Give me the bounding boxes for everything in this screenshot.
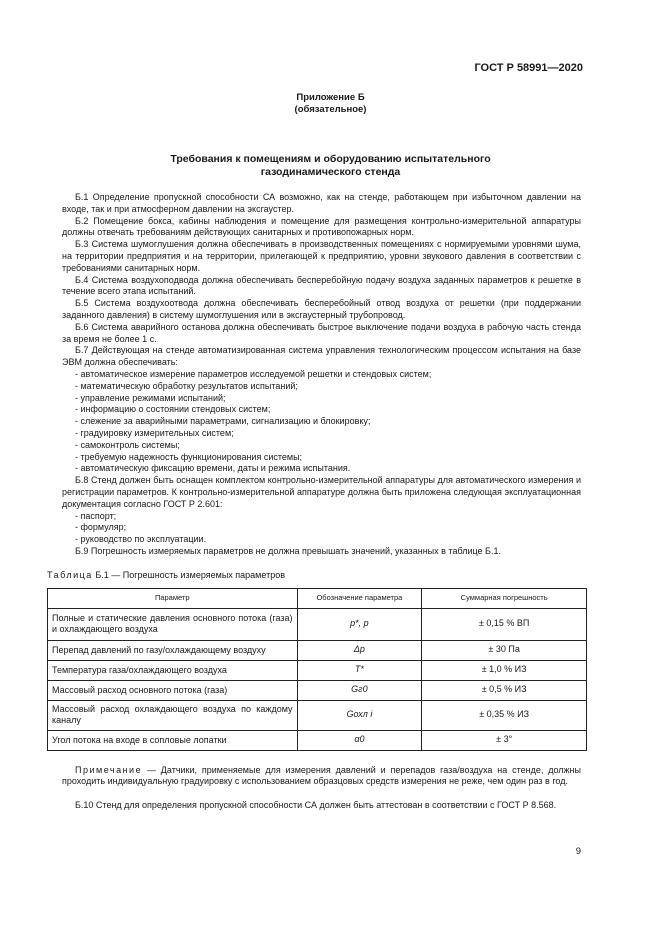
cell-symbol: p*, p xyxy=(297,608,422,640)
table-row xyxy=(48,660,587,680)
cell-symbol: Gохл i xyxy=(297,700,422,730)
paragraph-b8: Б.8 Стенд должен быть оснащен комплектом контрольно-измерительной аппаратуры для автоматического измерения и регистрации параметров. К контрольно-измерительной аппаратуре должна быть приложена следующая эксплуатационная документация согласно ГОСТ Р 2.601: xyxy=(62,475,581,509)
cell-parameter: Массовый расход основного потока (газа) xyxy=(48,680,298,700)
table-header-row xyxy=(48,588,587,608)
paragraph-b3: Б.3 Система шумоглушения должна обеспечивать в производственных помещениях с нормируемыми уровнями шума, на территории предприятия и на территории, прилегающей к предприятию, уровни звукового давления в соответствии с требованиями санитарных норм. xyxy=(62,239,581,273)
section-title-line2: газодинамического стенда xyxy=(260,166,401,178)
paragraph-b4: Б.4 Система воздухоподвода должна обеспечивать бесперебойную подачу воздуха заданных параметров к решетке в течение всего этапа испытаний. xyxy=(62,274,581,297)
header-parameter: Параметр xyxy=(48,588,298,608)
table-note xyxy=(62,765,581,789)
table-row xyxy=(48,608,587,640)
note-text: — Датчики, применяемые для измерения давлений и перепадов газа/воздуха на стенде, должны проходить индивидуальную градуировку с использованием образцовых средств измерения не реже, чем один раз в год. xyxy=(62,764,581,787)
cell-error: ± 3° xyxy=(422,730,587,750)
paragraph-b6: Б.6 Система аварийного останова должна обеспечивать быстрое выключение подачи воздуха в рабочую часть стенда за время не более 1 с. xyxy=(62,321,581,344)
b8-list xyxy=(62,511,581,546)
paragraph-b2: Б.2 Помещение бокса, кабины наблюдения и помещение для размещения контрольно-измерительной аппаратуры должны отвечать требованиям действующих санитарных и противопожарных норм. xyxy=(62,215,581,238)
cell-error: ± 0,35 % ИЗ xyxy=(422,700,587,730)
cell-parameter: Массовый расход охлаждающего воздуха по каждому каналу xyxy=(48,700,298,730)
list-item: - математическую обработку результатов испытаний; xyxy=(75,380,298,391)
table-row xyxy=(48,730,587,750)
paragraph-b10: Б.10 Стенд для определения пропускной способности СА должен быть аттестован в соответствии с ГОСТ Р 8.568. xyxy=(75,800,557,811)
list-item: - слежение за аварийными параметрами, сигнализацию и блокировку; xyxy=(75,416,371,427)
note-label: Примечание xyxy=(75,764,143,775)
paragraph-b9: Б.9 Погрешность измеряемых параметров не должна превышать значений, указанных в таблице Б.1. xyxy=(75,545,501,556)
list-item: - автоматическое измерение параметров исследуемой решетки и стендовых систем; xyxy=(75,368,432,379)
page-number: 9 xyxy=(575,846,581,857)
section-title-line1: Требования к помещениям и оборудованию испытательного xyxy=(170,153,491,165)
table-row xyxy=(48,640,587,660)
table-row xyxy=(48,700,587,730)
cell-parameter: Температура газа/охлаждающего воздуха xyxy=(48,660,298,680)
document-body xyxy=(47,192,581,821)
list-item: - формуляр; xyxy=(75,522,127,533)
header-error: Суммарная погрешность xyxy=(422,588,587,608)
list-item: - паспорт; xyxy=(75,510,117,521)
header-symbol: Обозначение параметра xyxy=(297,588,422,608)
list-item: - информацию о состоянии стендовых систем; xyxy=(75,404,271,415)
cell-parameter: Угол потока на входе в сопловые лопатки xyxy=(48,730,298,750)
cell-error: ± 0,15 % ВП xyxy=(422,608,587,640)
table-caption xyxy=(47,570,581,582)
list-item: - самоконтроль системы; xyxy=(75,439,180,450)
standard-number: ГОСТ Р 58991—2020 xyxy=(474,62,583,74)
table-row xyxy=(48,680,587,700)
paragraph-b5: Б.5 Система воздухоотвода должна обеспечивать бесперебойный отвод воздуха от решетки (при поддержании заданного давления) в систему шумоглушения или в эксгаустерный трубопровод. xyxy=(62,298,581,320)
b7-list xyxy=(62,369,581,475)
paragraph-b7: Б.7 Действующая на стенде автоматизированная система управления технологическим процессом испытания на базе ЭВМ должна обеспечивать: xyxy=(62,345,581,368)
appendix-heading xyxy=(0,92,661,116)
list-item: - управление режимами испытаний; xyxy=(75,392,226,403)
appendix-status: (обязательное) xyxy=(294,104,367,115)
section-title xyxy=(60,153,601,179)
table-caption-text: Б.1 — Погрешность измеряемых параметров xyxy=(95,569,285,580)
list-item: - требуемую надежность функционирования системы; xyxy=(75,451,303,462)
cell-symbol: T* xyxy=(297,660,422,680)
cell-symbol: α0 xyxy=(297,730,422,750)
error-table xyxy=(47,588,587,751)
cell-error: ± 0,5 % ИЗ xyxy=(422,680,587,700)
list-item: - руководство по эксплуатации. xyxy=(75,534,207,545)
appendix-title: Приложение Б xyxy=(296,92,365,103)
cell-symbol: Δp xyxy=(297,640,422,660)
cell-error: ± 30 Па xyxy=(422,640,587,660)
paragraph-b1: Б.1 Определение пропускной способности СА возможно, как на стенде, работающем при избыточном давлении на входе, так и при атмосферном давлении на эксгаустер. xyxy=(62,192,581,214)
list-item: - градуировку измерительных систем; xyxy=(75,427,234,438)
cell-parameter: Перепад давлений по газу/охлаждающему воздуху xyxy=(48,640,298,660)
cell-parameter: Полные и статические давления основного потока (газа) и охлаждающего воздуха xyxy=(48,608,298,640)
table-caption-label: Таблица xyxy=(47,569,93,580)
cell-error: ± 1,0 % ИЗ xyxy=(422,660,587,680)
cell-symbol: Gг0 xyxy=(297,680,422,700)
list-item: - автоматическую фиксацию времени, даты и режима испытания. xyxy=(75,463,351,474)
